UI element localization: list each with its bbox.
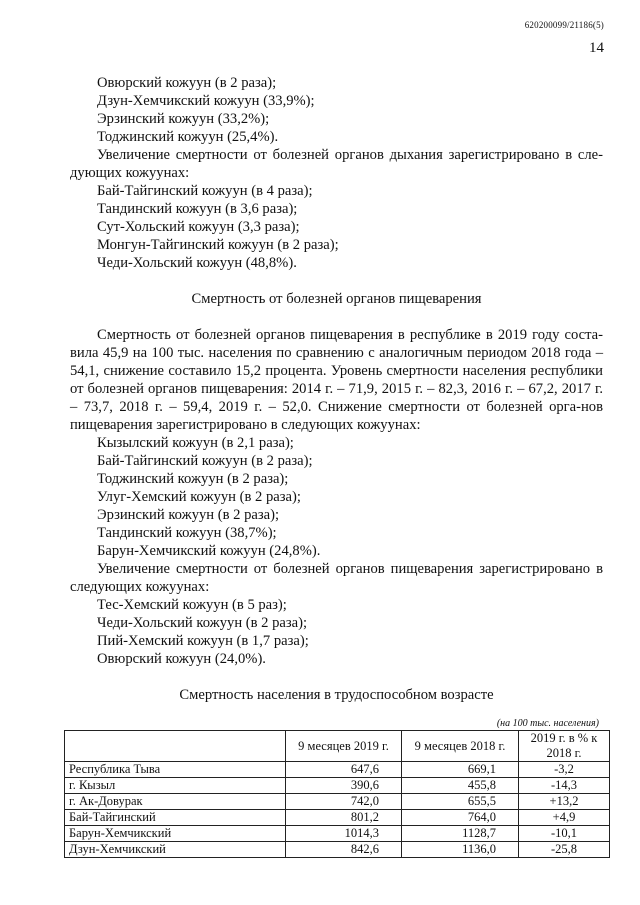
table-header-cell: 2019 г. в % к 2018 г. <box>519 731 610 762</box>
value-2019-cell: 742,0 <box>286 794 402 810</box>
section-heading-working-age: Смертность населения в трудоспособном возрасте <box>179 687 494 703</box>
list-item: Тоджинский кожуун (в 2 раза); <box>97 471 289 487</box>
percent-change-cell: -25,8 <box>519 842 610 858</box>
table-row <box>65 762 610 778</box>
list-item: Улуг-Хемский кожуун (в 2 раза); <box>97 489 301 505</box>
value-2018-cell: 455,8 <box>402 778 519 794</box>
value-2019-cell: 842,6 <box>286 842 402 858</box>
percent-change-cell: +13,2 <box>519 794 610 810</box>
list-item: Овюрский кожуун (в 2 раза); <box>97 75 277 91</box>
section-heading-digestive: Смертность от болезней органов пищеварения <box>191 291 482 307</box>
mortality-table <box>64 730 610 858</box>
list-item: Бай-Тайгинский кожуун (в 4 раза); <box>97 183 313 199</box>
table-row <box>65 826 610 842</box>
document-id: 620200099/21186(5) <box>524 20 604 30</box>
list-decrease-digestive <box>70 434 603 560</box>
region-cell: Дзун-Хемчикский <box>65 842 286 858</box>
region-cell: Республика Тыва <box>65 762 286 778</box>
list-item: Кызылский кожуун (в 2,1 раза); <box>97 435 294 451</box>
table-row <box>65 778 610 794</box>
list-item: Дзун-Хемчикский кожуун (33,9%); <box>97 93 315 109</box>
value-2019-cell: 1014,3 <box>286 826 402 842</box>
table-row <box>65 842 610 858</box>
percent-change-cell: -14,3 <box>519 778 610 794</box>
list-item: Тандинский кожуун (в 3,6 раза); <box>97 201 298 217</box>
list-item: Эрзинский кожуун (в 2 раза); <box>97 507 280 523</box>
list-item: Эрзинский кожуун (33,2%); <box>97 111 270 127</box>
list-item: Барун-Хемчикский кожуун (24,8%). <box>97 543 321 559</box>
list-item: Тандинский кожуун (38,7%); <box>97 525 277 541</box>
paragraph-respiratory-increase: Увеличение смертности от болезней органов дыхания зарегистрировано в сле-дующих кожуунах: <box>70 147 603 181</box>
table-header-row <box>65 731 610 762</box>
table-header-cell <box>65 731 286 762</box>
list-item: Бай-Тайгинский кожуун (в 2 раза); <box>97 453 313 469</box>
list-item: Тоджинский кожуун (25,4%). <box>97 129 279 145</box>
paragraph-digestive: Смертность от болезней органов пищеварения в республике в 2019 году соста-вила 45,9 на 100 тыс. населения по сравнению с аналогичным периодом 2018 года – 54,1, снижение составило 15,2 процента. Уровень смертности населения республики от болезней органов пищеварения: 2014 г. – 71,9, 2015 г. – 82,3, 2016 г. – 67,2, 2017 г. – 73,7, 2018 г. – 59,4, 2019 г. – 52,0. Снижение смертности от болезней орга-нов пищеварения зарегистрировано в следующих кожуунах: <box>70 327 603 433</box>
table-header-cell: 9 месяцев 2018 г. <box>402 731 519 762</box>
list-item: Чеди-Хольский кожуун (в 2 раза); <box>97 615 308 631</box>
page-number: 14 <box>589 40 604 56</box>
value-2018-cell: 764,0 <box>402 810 519 826</box>
list-item: Тес-Хемский кожуун (в 5 раз); <box>97 597 287 613</box>
value-2019-cell: 390,6 <box>286 778 402 794</box>
list-item: Овюрский кожуун (24,0%). <box>97 651 266 667</box>
value-2019-cell: 647,6 <box>286 762 402 778</box>
region-cell: Бай-Тайгинский <box>65 810 286 826</box>
list-item: Сут-Хольский кожуун (3,3 раза); <box>97 219 300 235</box>
value-2018-cell: 655,5 <box>402 794 519 810</box>
document-body <box>70 74 603 858</box>
value-2018-cell: 669,1 <box>402 762 519 778</box>
region-cell: Барун-Хемчикский <box>65 826 286 842</box>
value-2018-cell: 1128,7 <box>402 826 519 842</box>
list-item: Пий-Хемский кожуун (в 1,7 раза); <box>97 633 309 649</box>
region-cell: г. Ак-Довурак <box>65 794 286 810</box>
list-increase-digestive <box>70 596 603 668</box>
list-item: Чеди-Хольский кожуун (48,8%). <box>97 255 297 271</box>
list-decrease-respiratory <box>70 74 603 146</box>
region-cell: г. Кызыл <box>65 778 286 794</box>
percent-change-cell: -3,2 <box>519 762 610 778</box>
paragraph-digestive-increase: Увеличение смертности от болезней органов пищеварения зарегистрировано в следующих кожуунах: <box>70 561 603 595</box>
value-2019-cell: 801,2 <box>286 810 402 826</box>
list-item: Монгун-Тайгинский кожуун (в 2 раза); <box>97 237 339 253</box>
list-increase-respiratory <box>70 182 603 272</box>
table-unit-note: (на 100 тыс. населения) <box>496 718 599 729</box>
percent-change-cell: +4,9 <box>519 810 610 826</box>
table-row <box>65 794 610 810</box>
value-2018-cell: 1136,0 <box>402 842 519 858</box>
table-row <box>65 810 610 826</box>
table-header-cell: 9 месяцев 2019 г. <box>286 731 402 762</box>
percent-change-cell: -10,1 <box>519 826 610 842</box>
